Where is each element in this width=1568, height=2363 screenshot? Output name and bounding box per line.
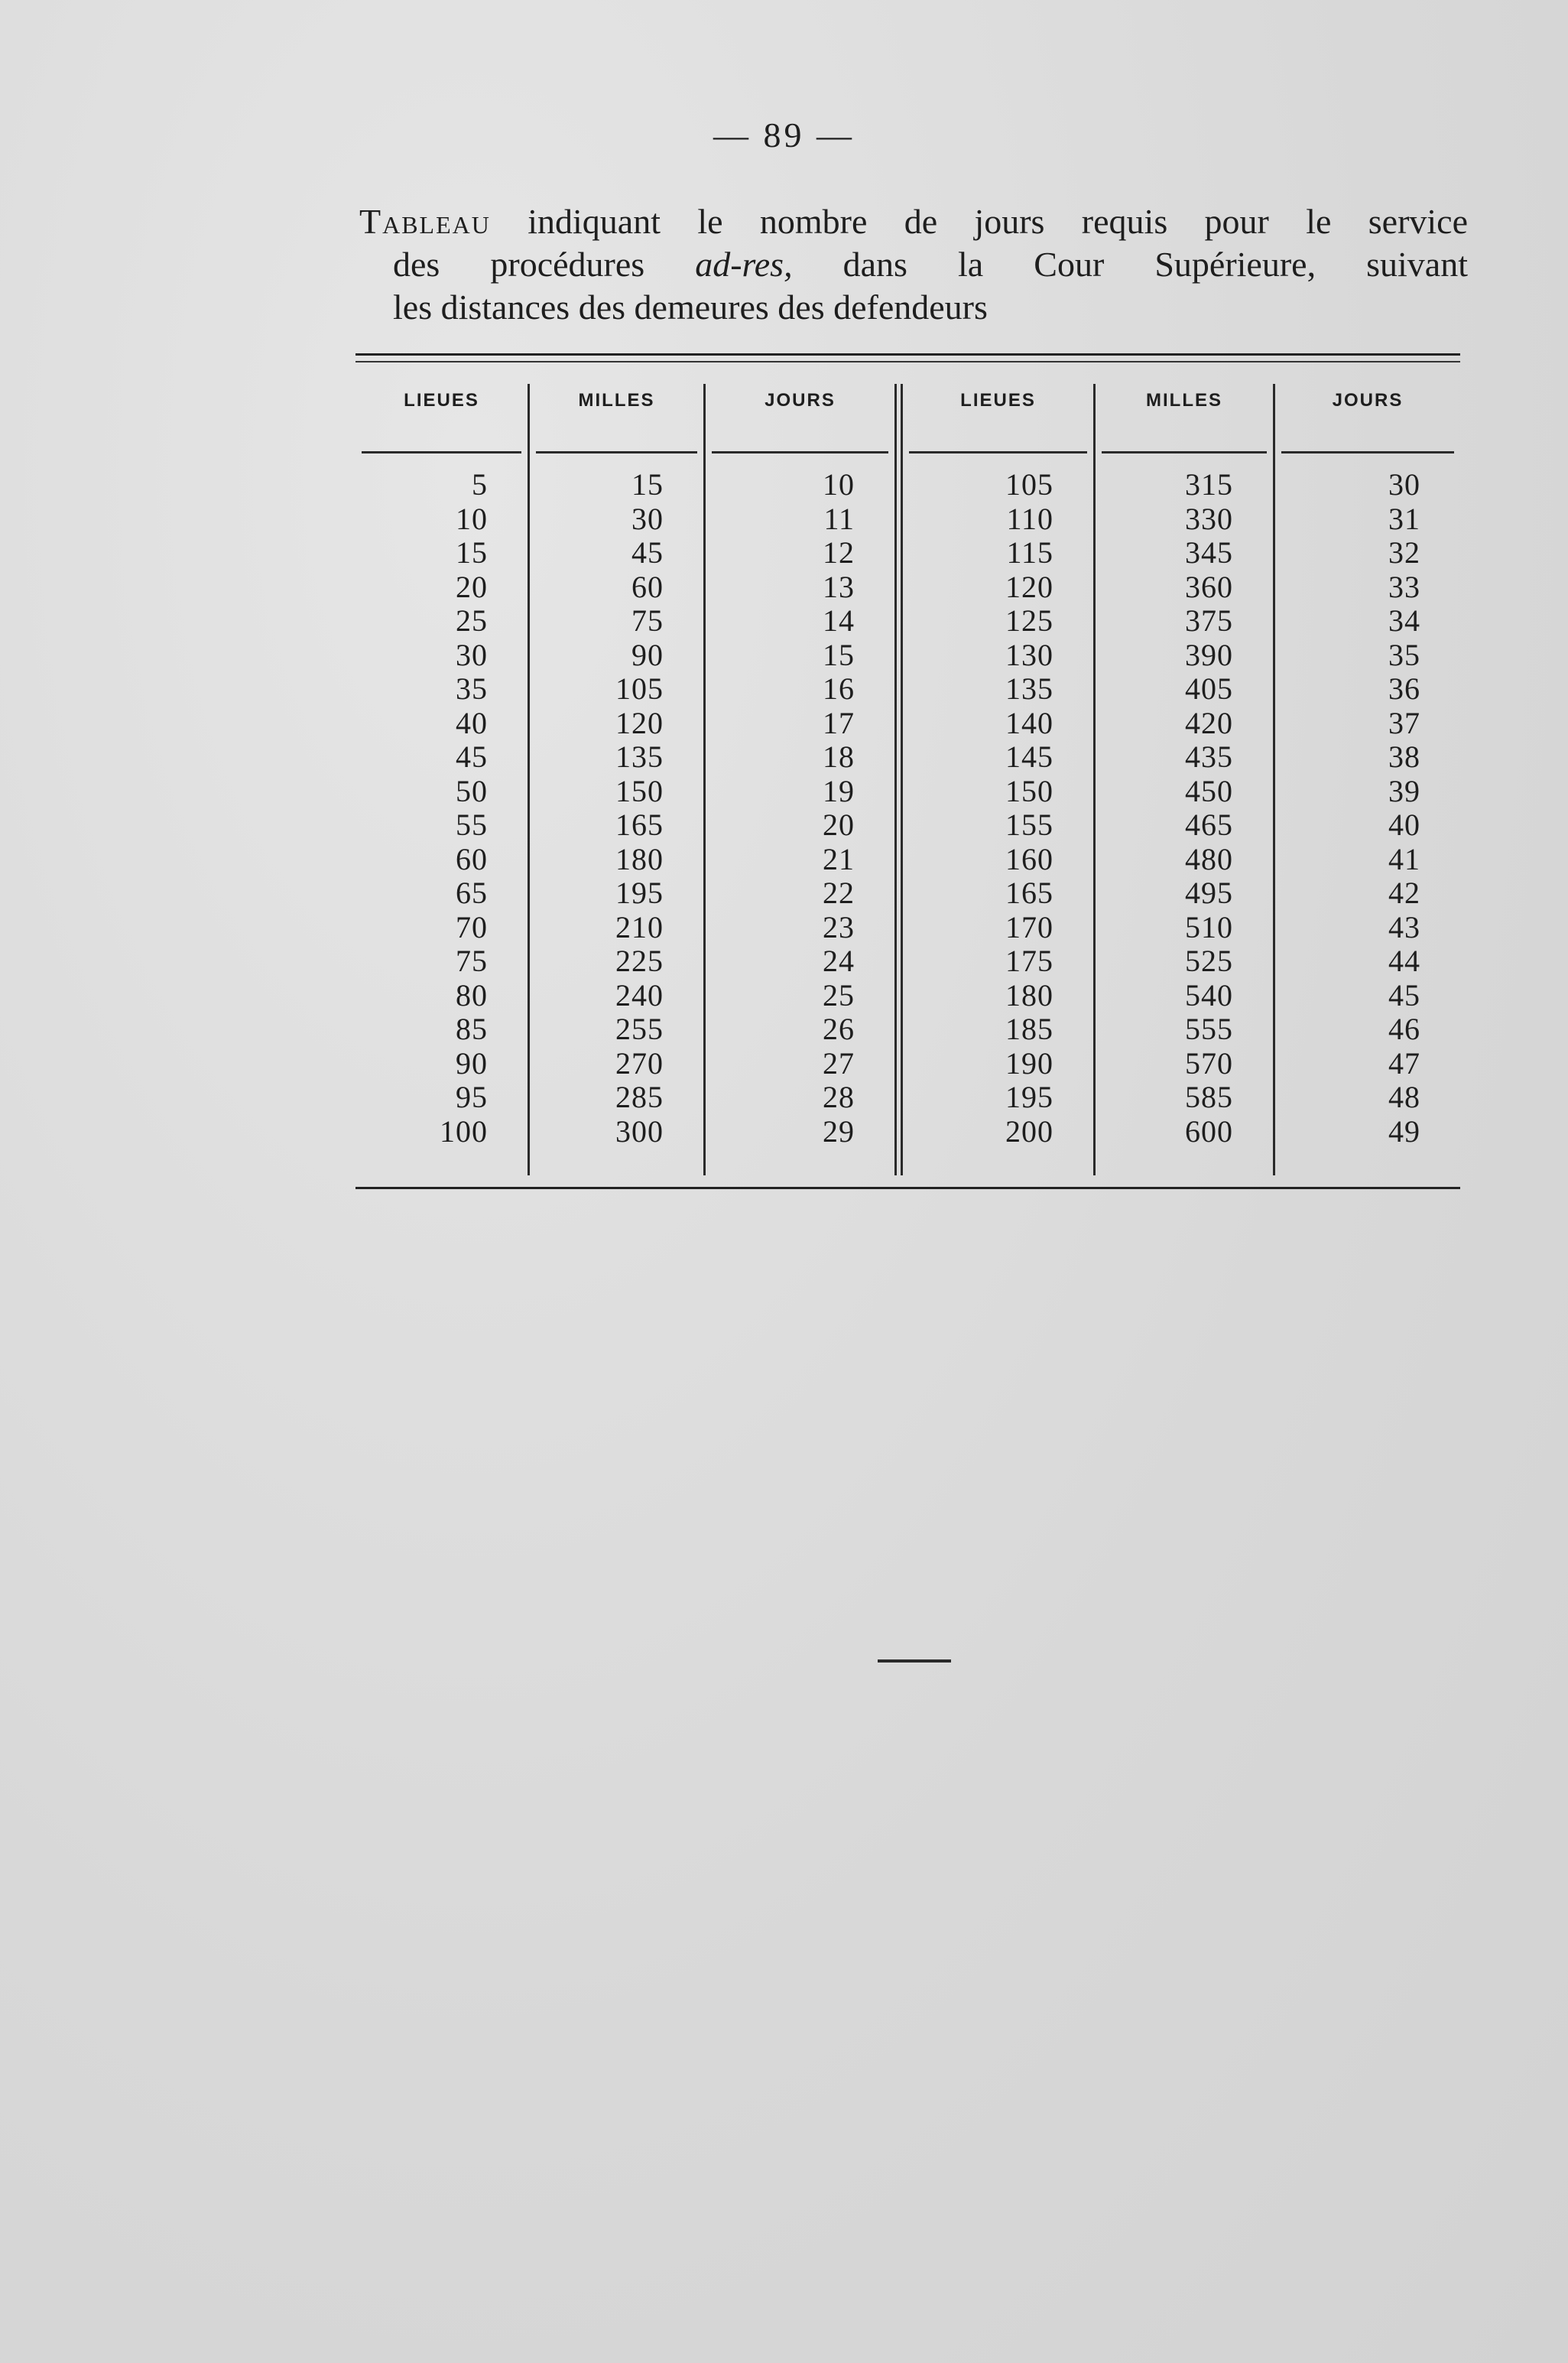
table-cell: 60 — [631, 569, 664, 604]
table-cell: 160 — [1005, 841, 1053, 876]
table-cell: 15 — [823, 637, 855, 672]
table-cell: 140 — [1005, 705, 1053, 740]
table-cell: 22 — [823, 876, 855, 910]
table-cell: 170 — [1005, 909, 1053, 944]
distance-table — [355, 353, 1460, 1191]
table-cell: 180 — [1005, 977, 1053, 1012]
table-cell: 270 — [615, 1045, 664, 1081]
caption-line-2-after: dans la Cour Supérieure, suivant — [842, 245, 1469, 284]
table-cell: 390 — [1185, 637, 1233, 672]
table-cell: 31 — [1388, 501, 1420, 536]
table-cell: 40 — [456, 705, 488, 740]
table-cell: 10 — [823, 467, 855, 502]
table-cell: 41 — [1388, 841, 1420, 876]
header-rule — [536, 451, 697, 453]
table-cell: 125 — [1005, 603, 1053, 638]
table-cell: 375 — [1185, 603, 1233, 638]
table-cell: 600 — [1185, 1113, 1233, 1149]
table-cell: 175 — [1005, 944, 1053, 978]
header-rule — [1102, 451, 1267, 453]
table-cell: 85 — [456, 1012, 488, 1046]
caption-line-2 — [359, 243, 1468, 286]
table-cell: 25 — [456, 603, 488, 638]
header-rule — [1281, 451, 1454, 453]
table-cell: 23 — [823, 909, 855, 944]
table-cell: 555 — [1185, 1012, 1233, 1046]
table-cell: 32 — [1388, 535, 1420, 570]
page-number: — 89 — — [713, 115, 855, 154]
table-cell: 180 — [615, 841, 664, 876]
table-cell: 17 — [823, 705, 855, 740]
table-cell: 190 — [1005, 1045, 1053, 1081]
table-cell: 19 — [823, 773, 855, 808]
table-cell: 195 — [1005, 1080, 1053, 1114]
table-cell: 165 — [1005, 876, 1053, 910]
table-cell: 345 — [1185, 535, 1233, 570]
table-cell: 37 — [1388, 705, 1420, 740]
table-cell: 90 — [456, 1045, 488, 1081]
column-header: JOURS — [765, 390, 836, 411]
table-cell: 10 — [456, 501, 488, 536]
table-cell: 435 — [1185, 739, 1233, 774]
table-cell: 480 — [1185, 841, 1233, 876]
table-cell: 110 — [1006, 501, 1053, 536]
column-header: JOURS — [1332, 390, 1404, 411]
table-cell: 39 — [1388, 773, 1420, 808]
table-cell: 585 — [1185, 1080, 1233, 1114]
table-cell: 105 — [1005, 467, 1053, 502]
table-top-rule — [355, 353, 1460, 356]
table-cell: 30 — [1388, 467, 1420, 502]
table-cell: 15 — [456, 535, 488, 570]
table-cell: 185 — [1005, 1012, 1053, 1046]
table-cell: 120 — [615, 705, 664, 740]
column-cells — [706, 468, 894, 1149]
table-cell: 13 — [823, 569, 855, 604]
table-cell: 150 — [1005, 773, 1053, 808]
table-cell: 25 — [823, 977, 855, 1012]
caption-lead-word: Tableau — [359, 202, 491, 241]
table-cell: 60 — [456, 841, 488, 876]
table-cell: 24 — [823, 944, 855, 978]
table-cell: 145 — [1005, 739, 1053, 774]
caption-line-2-before: des procédures — [393, 245, 645, 284]
column-divider-double — [894, 384, 897, 1175]
table-cell: 525 — [1185, 944, 1233, 978]
header-rule — [362, 451, 521, 453]
table-cell: 55 — [456, 808, 488, 842]
table-cell: 360 — [1185, 569, 1233, 604]
table-cell: 36 — [1388, 671, 1420, 706]
table-cell: 43 — [1388, 909, 1420, 944]
table-cell: 47 — [1388, 1045, 1420, 1081]
column-header: LIEUES — [404, 390, 479, 411]
table-cell: 35 — [456, 671, 488, 706]
caption-line-1 — [359, 200, 1468, 243]
table-cell: 420 — [1185, 705, 1233, 740]
table-caption — [359, 200, 1468, 329]
column-header: MILLES — [578, 390, 655, 411]
table-cell: 33 — [1388, 569, 1420, 604]
caption-line-1-text: indiquant le nombre de jours requis pour le service — [528, 202, 1468, 241]
column-header: LIEUES — [960, 390, 1036, 411]
table-cell: 34 — [1388, 603, 1420, 638]
table-cell: 30 — [456, 637, 488, 672]
table-cell: 26 — [823, 1012, 855, 1046]
table-bottom-rule — [355, 1187, 1460, 1189]
table-cell: 29 — [823, 1113, 855, 1149]
column-cells — [355, 468, 528, 1149]
table-cell: 330 — [1185, 501, 1233, 536]
table-cell: 14 — [823, 603, 855, 638]
table-cell: 130 — [1005, 637, 1053, 672]
table-cell: 12 — [823, 535, 855, 570]
table-cell: 50 — [456, 773, 488, 808]
table-cell: 240 — [615, 977, 664, 1012]
table-cell: 450 — [1185, 773, 1233, 808]
table-cell: 30 — [631, 501, 664, 536]
table-cell: 540 — [1185, 977, 1233, 1012]
table-cell: 105 — [615, 671, 664, 706]
column-cells — [903, 468, 1093, 1149]
table-cell: 20 — [456, 569, 488, 604]
table-cell: 70 — [456, 909, 488, 944]
table-cell: 5 — [472, 467, 488, 502]
table-cell: 95 — [456, 1080, 488, 1114]
table-cell: 135 — [615, 739, 664, 774]
table-cell: 150 — [615, 773, 664, 808]
table-cell: 21 — [823, 841, 855, 876]
table-cell: 75 — [631, 603, 664, 638]
table-cell: 225 — [615, 944, 664, 978]
table-cell: 315 — [1185, 467, 1233, 502]
table-cell: 100 — [440, 1113, 488, 1149]
table-cell: 45 — [631, 535, 664, 570]
table-cell: 255 — [615, 1012, 664, 1046]
table-cell: 80 — [456, 977, 488, 1012]
table-cell: 28 — [823, 1080, 855, 1114]
table-cell: 300 — [615, 1113, 664, 1149]
table-cell: 20 — [823, 808, 855, 842]
table-cell: 120 — [1005, 569, 1053, 604]
column-cells — [1275, 468, 1460, 1149]
table-cell: 38 — [1388, 739, 1420, 774]
table-cell: 570 — [1185, 1045, 1233, 1081]
column-cells — [530, 468, 703, 1149]
table-cell: 18 — [823, 739, 855, 774]
table-cell: 200 — [1005, 1113, 1053, 1149]
table-cell: 15 — [631, 467, 664, 502]
column-cells — [1096, 468, 1273, 1149]
table-cell: 45 — [1388, 977, 1420, 1012]
table-cell: 135 — [1005, 671, 1053, 706]
table-cell: 11 — [823, 501, 855, 536]
table-cell: 45 — [456, 739, 488, 774]
table-cell: 35 — [1388, 637, 1420, 672]
table-cell: 465 — [1185, 808, 1233, 842]
table-cell: 285 — [615, 1080, 664, 1114]
table-cell: 46 — [1388, 1012, 1420, 1046]
column-header: MILLES — [1146, 390, 1222, 411]
end-dash — [878, 1659, 951, 1663]
table-cell: 27 — [823, 1045, 855, 1081]
table-cell: 115 — [1006, 535, 1053, 570]
table-cell: 165 — [615, 808, 664, 842]
caption-line-2-italic: ad-res, — [695, 245, 793, 284]
table-cell: 90 — [631, 637, 664, 672]
table-cell: 495 — [1185, 876, 1233, 910]
table-cell: 405 — [1185, 671, 1233, 706]
table-cell: 510 — [1185, 909, 1233, 944]
table-cell: 44 — [1388, 944, 1420, 978]
table-cell: 48 — [1388, 1080, 1420, 1114]
header-rule — [712, 451, 888, 453]
table-cell: 40 — [1388, 808, 1420, 842]
table-cell: 75 — [456, 944, 488, 978]
header-rule — [909, 451, 1087, 453]
table-cell: 195 — [615, 876, 664, 910]
caption-line-3: les distances des demeures des defendeurs — [393, 288, 988, 327]
table-cell: 65 — [456, 876, 488, 910]
table-cell: 49 — [1388, 1113, 1420, 1149]
table-cell: 155 — [1005, 808, 1053, 842]
table-top-rule-inner — [355, 361, 1460, 362]
table-cell: 42 — [1388, 876, 1420, 910]
table-cell: 16 — [823, 671, 855, 706]
table-cell: 210 — [615, 909, 664, 944]
